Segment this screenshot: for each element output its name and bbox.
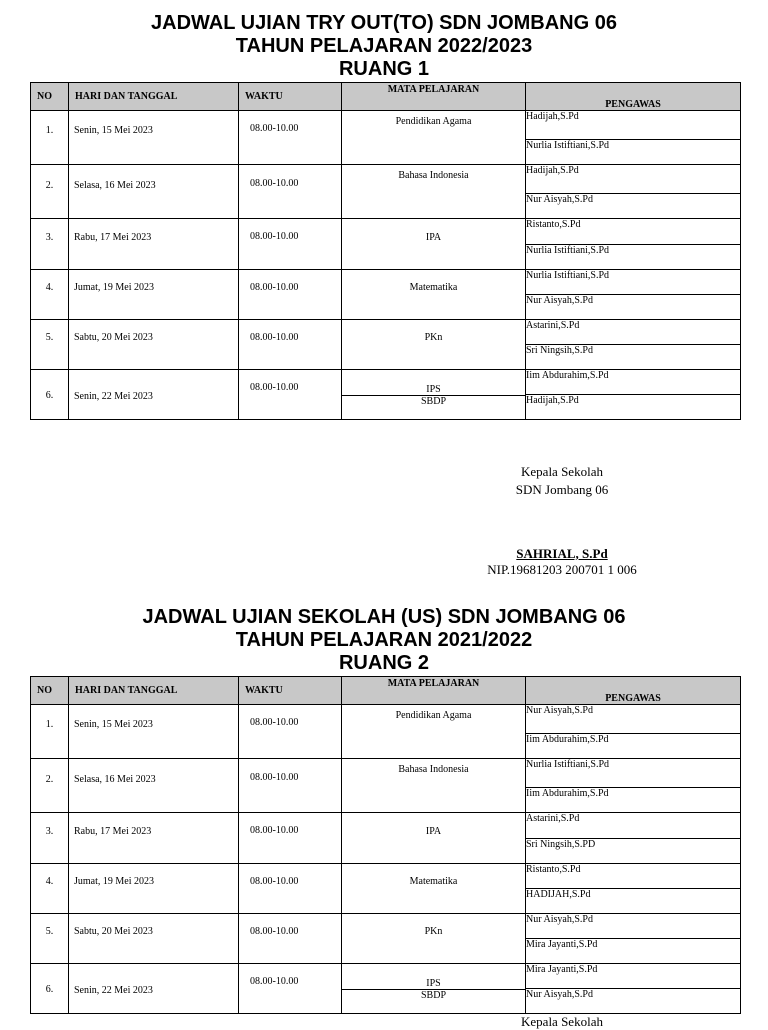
section-1-title xyxy=(0,12,768,81)
title-line: RUANG 2 xyxy=(338,652,429,674)
row-date: Jumat, 19 Mei 2023 xyxy=(69,864,239,914)
signature-role: Kepala Sekolah xyxy=(521,464,603,479)
supervisor-name: Iim Abdurahim,S.Pd xyxy=(526,370,609,381)
row-no: 4. xyxy=(31,270,69,320)
row-subject: Bahasa Indonesia xyxy=(342,759,526,813)
subject-ips: IPS xyxy=(426,384,441,395)
supervisor-name: Iim Abdurahim,S.Pd xyxy=(526,734,609,745)
row-subject: Matematika xyxy=(342,270,526,320)
row-subject xyxy=(342,370,526,420)
title-line: JADWAL UJIAN TRY OUT(TO) SDN JOMBANG 06 xyxy=(151,12,617,34)
supervisor-name: Nur Aisyah,S.Pd xyxy=(526,914,593,925)
table-row xyxy=(31,320,741,370)
row-date: Jumat, 19 Mei 2023 xyxy=(69,270,239,320)
supervisor-name: HADIJAH,S.Pd xyxy=(526,889,591,900)
row-time: 08.00-10.00 xyxy=(239,219,342,270)
row-no: 6. xyxy=(31,370,69,420)
row-no: 1. xyxy=(31,111,69,165)
row-no: 5. xyxy=(31,320,69,370)
header-time: WAKTU xyxy=(239,83,342,111)
row-date: Selasa, 16 Mei 2023 xyxy=(69,759,239,813)
row-supervisors xyxy=(526,270,741,320)
header-no: NO xyxy=(31,677,69,705)
row-no: 5. xyxy=(31,914,69,964)
table-row xyxy=(31,759,741,813)
row-date: Sabtu, 20 Mei 2023 xyxy=(69,320,239,370)
header-no: NO xyxy=(31,83,69,111)
supervisor-name: Astarini,S.Pd xyxy=(526,320,580,331)
supervisor-name: Mira Jayanti,S.Pd xyxy=(526,939,598,950)
supervisor-name: Nurlia Istiftiani,S.Pd xyxy=(526,759,610,770)
row-time: 08.00-10.00 xyxy=(239,813,342,864)
table-header xyxy=(31,677,741,705)
row-time: 08.00-10.00 xyxy=(239,111,342,165)
table-row xyxy=(31,370,741,420)
schedule-table-2 xyxy=(30,676,741,1014)
title-line: TAHUN PELAJARAN 2022/2023 xyxy=(235,35,533,57)
subject-sbdp: SBDP xyxy=(420,990,446,1001)
row-subject: Pendidikan Agama xyxy=(342,705,526,759)
row-time: 08.00-10.00 xyxy=(239,705,342,759)
table-row xyxy=(31,864,741,914)
row-supervisors xyxy=(526,111,741,165)
row-supervisors xyxy=(526,705,741,759)
row-time: 08.00-10.00 xyxy=(239,370,342,420)
row-supervisors xyxy=(526,370,741,420)
row-time: 08.00-10.00 xyxy=(239,320,342,370)
row-subject: Bahasa Indonesia xyxy=(342,165,526,219)
header-time: WAKTU xyxy=(239,677,342,705)
row-subject: Pendidikan Agama xyxy=(342,111,526,165)
row-no: 6. xyxy=(31,964,69,1014)
table-row xyxy=(31,219,741,270)
title-line: RUANG 1 xyxy=(338,58,429,80)
header-subject: MATA PELAJARAN xyxy=(342,677,526,705)
row-no: 3. xyxy=(31,813,69,864)
supervisor-name: Astarini,S.Pd xyxy=(526,813,580,824)
supervisor-name: Sri Ningsih,S.PD xyxy=(526,839,596,850)
table-row xyxy=(31,813,741,864)
table-row xyxy=(31,964,741,1014)
row-no: 2. xyxy=(31,165,69,219)
row-no: 4. xyxy=(31,864,69,914)
supervisor-name: Nur Aisyah,S.Pd xyxy=(526,989,593,1000)
header-date: HARI DAN TANGGAL xyxy=(69,677,239,705)
subject-sbdp: SBDP xyxy=(420,396,446,407)
row-time: 08.00-10.00 xyxy=(239,964,342,1014)
supervisor-name: Nur Aisyah,S.Pd xyxy=(526,194,593,205)
supervisor-name: Hadijah,S.Pd xyxy=(526,111,579,122)
supervisor-name: Nur Aisyah,S.Pd xyxy=(526,705,593,716)
header-date: HARI DAN TANGGAL xyxy=(69,83,239,111)
title-line: TAHUN PELAJARAN 2021/2022 xyxy=(235,629,533,651)
supervisor-name: Nurlia Istiftiani,S.Pd xyxy=(526,245,610,256)
supervisor-name: Nurlia Istiftiani,S.Pd xyxy=(526,140,610,151)
row-date: Sabtu, 20 Mei 2023 xyxy=(69,914,239,964)
row-no: 1. xyxy=(31,705,69,759)
row-time: 08.00-10.00 xyxy=(239,165,342,219)
signature-school: SDN Jombang 06 xyxy=(515,482,609,497)
row-supervisors xyxy=(526,759,741,813)
table-header xyxy=(31,83,741,111)
row-supervisors xyxy=(526,813,741,864)
row-supervisors xyxy=(526,914,741,964)
row-subject xyxy=(342,964,526,1014)
supervisor-name: Mira Jayanti,S.Pd xyxy=(526,964,598,975)
row-date: Selasa, 16 Mei 2023 xyxy=(69,165,239,219)
row-time: 08.00-10.00 xyxy=(239,759,342,813)
row-no: 3. xyxy=(31,219,69,270)
table-row xyxy=(31,165,741,219)
schedule-table-1 xyxy=(30,82,741,420)
table-row xyxy=(31,270,741,320)
row-date: Rabu, 17 Mei 2023 xyxy=(69,813,239,864)
row-date: Senin, 15 Mei 2023 xyxy=(69,705,239,759)
row-time: 08.00-10.00 xyxy=(239,270,342,320)
supervisor-name: Sri Ningsih,S.Pd xyxy=(526,345,593,356)
header-subject: MATA PELAJARAN xyxy=(342,83,526,111)
subject-ips: IPS xyxy=(426,978,441,989)
signature-role-cut: Kepala Sekolah xyxy=(521,1014,603,1029)
signature-block xyxy=(486,464,638,500)
supervisor-name: Nurlia Istiftiani,S.Pd xyxy=(526,270,610,281)
row-subject: Matematika xyxy=(342,864,526,914)
table-row xyxy=(31,111,741,165)
supervisor-name: Hadijah,S.Pd xyxy=(526,165,579,176)
header-supervisor: PENGAWAS xyxy=(526,677,741,705)
supervisor-name: Ristanto,S.Pd xyxy=(526,864,581,875)
row-subject: PKn xyxy=(342,914,526,964)
row-date: Senin, 22 Mei 2023 xyxy=(69,370,239,420)
signature-name: SAHRIAL, S.Pd xyxy=(516,546,608,561)
supervisor-name: Hadijah,S.Pd xyxy=(526,395,579,406)
row-subject: PKn xyxy=(342,320,526,370)
row-date: Senin, 22 Mei 2023 xyxy=(69,964,239,1014)
row-subject: IPA xyxy=(342,219,526,270)
row-supervisors xyxy=(526,964,741,1014)
row-supervisors xyxy=(526,864,741,914)
row-subject: IPA xyxy=(342,813,526,864)
supervisor-name: Ristanto,S.Pd xyxy=(526,219,581,230)
table-row xyxy=(31,705,741,759)
row-no: 2. xyxy=(31,759,69,813)
table-row xyxy=(31,914,741,964)
section-2-title xyxy=(0,606,768,675)
header-supervisor: PENGAWAS xyxy=(526,83,741,111)
row-supervisors xyxy=(526,165,741,219)
row-supervisors xyxy=(526,320,741,370)
row-date: Senin, 15 Mei 2023 xyxy=(69,111,239,165)
signature-nip: NIP.19681203 200701 1 006 xyxy=(487,562,637,577)
row-supervisors xyxy=(526,219,741,270)
row-time: 08.00-10.00 xyxy=(239,864,342,914)
row-date: Rabu, 17 Mei 2023 xyxy=(69,219,239,270)
signature-name-block xyxy=(460,546,664,578)
supervisor-name: Iim Abdurahim,S.Pd xyxy=(526,788,609,799)
supervisor-name: Nur Aisyah,S.Pd xyxy=(526,295,593,306)
title-line: JADWAL UJIAN SEKOLAH (US) SDN JOMBANG 06 xyxy=(142,606,626,628)
row-time: 08.00-10.00 xyxy=(239,914,342,964)
